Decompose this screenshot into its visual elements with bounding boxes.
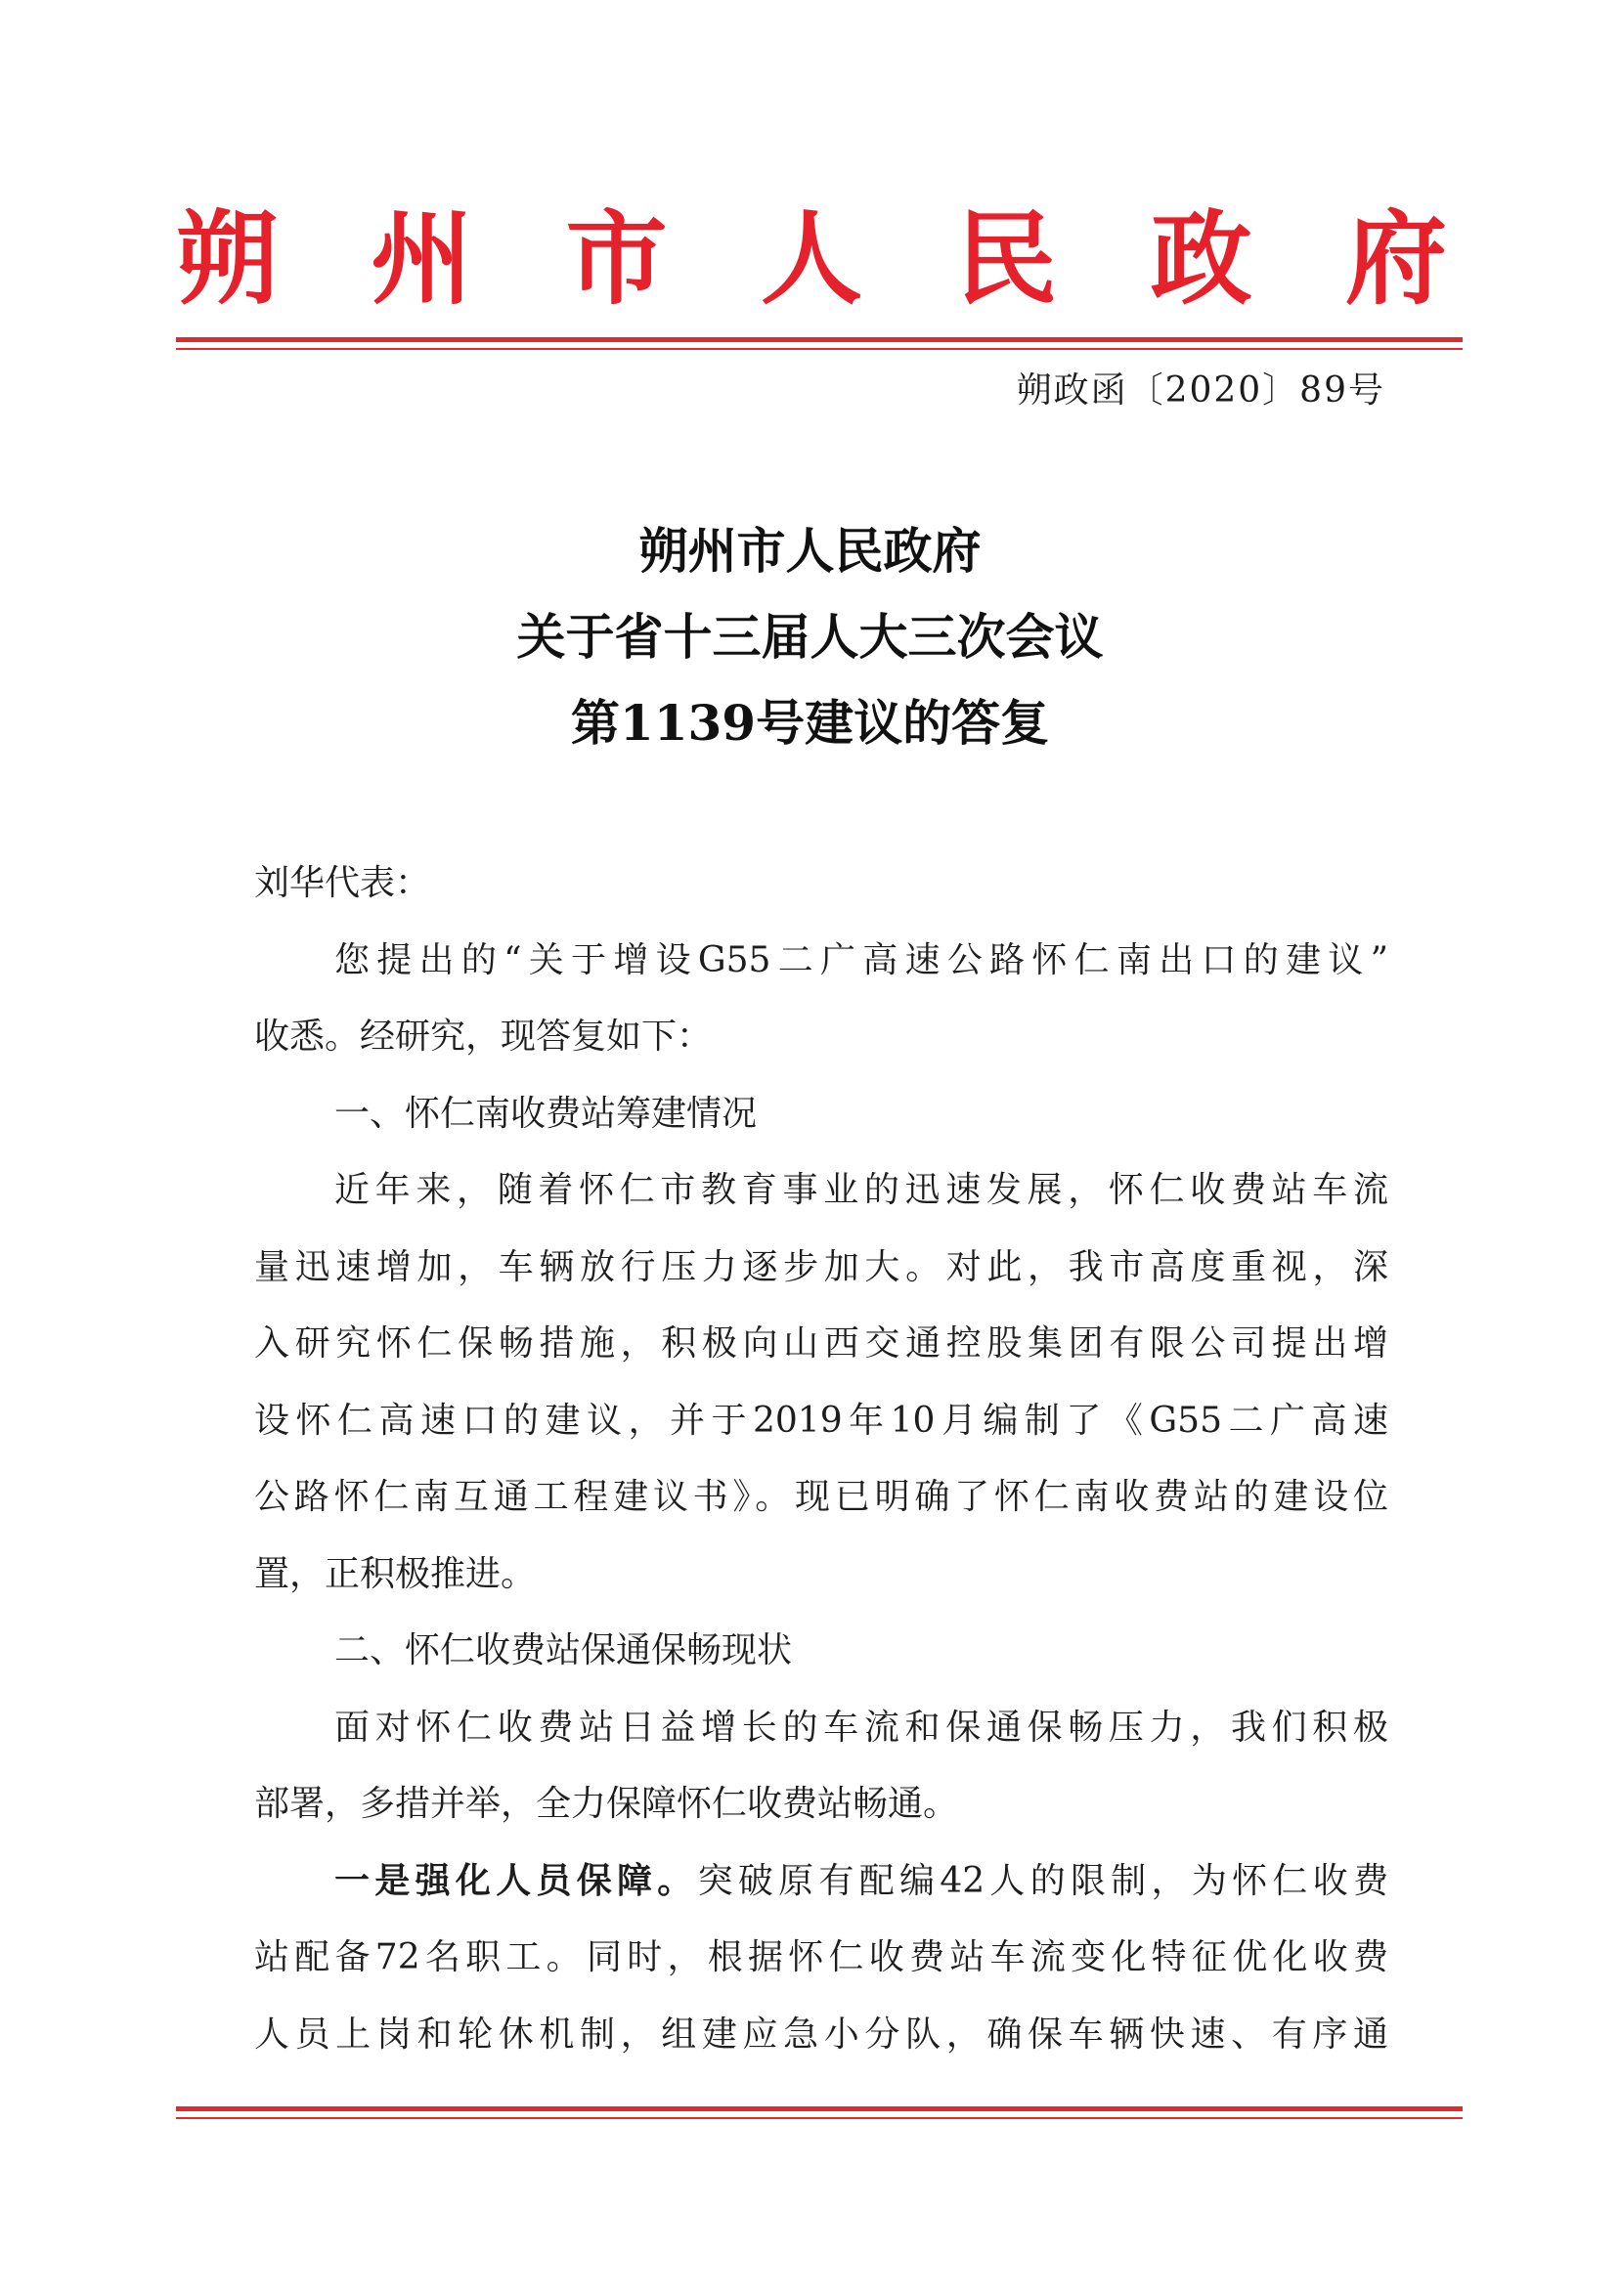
body-line: 入研究怀仁保畅措施，积极向山西交通控股集团有限公司提出增 [254, 1323, 1388, 1364]
document-body [254, 845, 1388, 2073]
letterhead-divider [176, 337, 1463, 350]
body-line: 人员上岗和轮休机制，组建应急小分队，确保车辆快速、有序通 [254, 2014, 1388, 2055]
title-line: 关于省十三届人大三次会议 [516, 608, 1104, 666]
body-line [254, 1843, 1388, 1921]
body-line: 收悉。经研究，现答复如下： [254, 1017, 713, 1057]
body-line: 站配备72名职工。同时，根据怀仁收费站车流变化特征优化收费 [254, 1937, 1388, 1977]
letterhead [176, 195, 1447, 342]
section-heading: 二、怀仁收费站保通保畅现状 [334, 1630, 793, 1670]
title-line: 第1139号建议的答复 [570, 694, 1050, 752]
letterhead-char: 人 [760, 198, 862, 319]
section-heading: 一、怀仁南收费站筹建情况 [334, 1093, 758, 1134]
divider-thin-line [176, 348, 1463, 350]
divider-thin-line [176, 2117, 1463, 2119]
body-line: 公路怀仁南互通工程建议书》。现已明确了怀仁南收费站的建设位 [254, 1477, 1388, 1517]
divider-thick-line [176, 2106, 1463, 2111]
letterhead-char: 府 [1344, 198, 1447, 319]
body-line: 您提出的“关于增设G55二广高速公路怀仁南出口的建议” [334, 939, 1388, 980]
letterhead-char: 民 [955, 198, 1058, 319]
title-line: 朔州市人民政府 [638, 522, 982, 580]
letterhead-char: 市 [565, 198, 668, 319]
letterhead-org-name [176, 195, 1447, 323]
divider-thick-line [176, 337, 1463, 342]
footer-divider [176, 2106, 1463, 2119]
salutation: 刘华代表： [254, 863, 431, 903]
letterhead-char: 朔 [176, 198, 279, 319]
paragraph-lead: 一是强化人员保障。 [334, 1860, 698, 1901]
body-line: 近年来，随着怀仁市教育事业的迅速发展，怀仁收费站车流 [334, 1170, 1388, 1210]
document-title [0, 508, 1620, 766]
letterhead-char: 州 [371, 198, 473, 319]
letterhead-char: 政 [1150, 198, 1252, 319]
body-line: 设怀仁高速口的建议，并于2019年10月编制了《G55二广高速 [254, 1400, 1388, 1441]
document-number: 朔政函〔2020〕89号 [1016, 370, 1385, 411]
body-line: 置，正积极推进。 [254, 1553, 537, 1594]
body-line: 面对怀仁收费站日益增长的车流和保通保畅压力，我们积极 [334, 1707, 1388, 1748]
body-line: 部署，多措并举，全力保障怀仁收费站畅通。 [254, 1784, 959, 1824]
body-line: 量迅速增加，车辆放行压力逐步加大。对此，我市高度重视，深 [254, 1246, 1388, 1287]
paragraph-text: 突破原有配编42人的限制，为怀仁收费 [697, 1860, 1388, 1901]
